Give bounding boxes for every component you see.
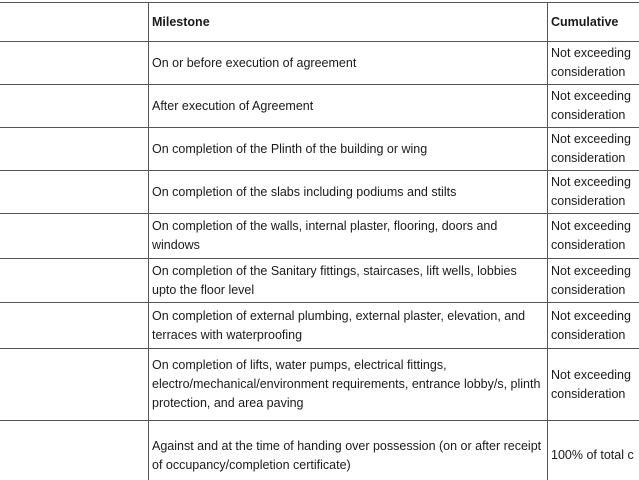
- cumulative-line-1: Not exceeding: [551, 308, 631, 323]
- table-row: [0, 85, 639, 128]
- stage-cell: [0, 128, 149, 171]
- milestone-cell: After execution of Agreement: [149, 85, 548, 128]
- stage-cell: [0, 349, 149, 421]
- cumulative-line-2: consideration: [551, 386, 626, 401]
- cumulative-line-2: consideration: [551, 151, 626, 165]
- header-stage: [0, 3, 149, 42]
- cumulative-cell: [548, 42, 639, 85]
- table-row: [0, 214, 639, 259]
- cumulative-line-2: consideration: [551, 238, 626, 252]
- table-row: [0, 171, 639, 214]
- cumulative-cell: [548, 85, 639, 128]
- header-milestone: Milestone: [149, 3, 548, 42]
- table-row: [0, 128, 639, 171]
- cumulative-line-1: 100% of total c: [551, 448, 634, 462]
- table-row: [0, 421, 639, 480]
- cumulative-line-1: Not exceeding: [551, 46, 631, 60]
- table-header-row: [0, 3, 639, 42]
- cumulative-cell: [548, 214, 639, 259]
- cumulative-cell: [548, 128, 639, 171]
- milestone-cell: Against and at the time of handing over possession (on or after receipt of occupancy/completion certificate): [149, 421, 548, 480]
- cumulative-cell: [548, 171, 639, 214]
- milestone-cell: On completion of the Plinth of the building or wing: [149, 128, 548, 171]
- cumulative-cell: [548, 303, 639, 349]
- cumulative-line-1: Not exceeding: [551, 263, 631, 278]
- milestone-cell: On completion of lifts, water pumps, electrical fittings, electro/mechanical/environment requirements, entrance lobby/s, plinth protection, and area paving: [149, 349, 548, 421]
- milestone-cell: On completion of the Sanitary fittings, staircases, lift wells, lobbies upto the floor level: [149, 259, 548, 303]
- table-row: [0, 303, 639, 349]
- cumulative-cell: [548, 259, 639, 303]
- table-row: [0, 42, 639, 85]
- stage-cell: [0, 214, 149, 259]
- milestone-cell: On or before execution of agreement: [149, 42, 548, 85]
- milestone-cell: On completion of the walls, internal plaster, flooring, doors and windows: [149, 214, 548, 259]
- payment-schedule-table: [0, 2, 639, 480]
- cumulative-cell: [548, 421, 639, 480]
- cumulative-line-1: Not exceeding: [551, 367, 631, 382]
- table-row: [0, 259, 639, 303]
- cumulative-line-1: Not exceeding: [551, 89, 631, 103]
- table-row: [0, 349, 639, 421]
- stage-cell: [0, 259, 149, 303]
- cumulative-line-2: consideration: [551, 194, 626, 208]
- header-cumulative: Cumulative: [548, 3, 639, 42]
- stage-cell: [0, 421, 149, 480]
- stage-cell: [0, 42, 149, 85]
- cumulative-line-2: consideration: [551, 108, 626, 122]
- milestone-cell: On completion of the slabs including podiums and stilts: [149, 171, 548, 214]
- stage-cell: [0, 85, 149, 128]
- cumulative-line-2: consideration: [551, 65, 626, 79]
- cumulative-line-1: Not exceeding: [551, 175, 631, 189]
- cumulative-line-1: Not exceeding: [551, 132, 631, 146]
- stage-cell: [0, 171, 149, 214]
- cumulative-cell: [548, 349, 639, 421]
- cumulative-line-2: consideration: [551, 282, 626, 297]
- cumulative-line-1: Not exceeding: [551, 219, 631, 233]
- milestone-cell: On completion of external plumbing, external plaster, elevation, and terraces with waterproofing: [149, 303, 548, 349]
- cumulative-line-2: consideration: [551, 327, 626, 342]
- stage-cell: [0, 303, 149, 349]
